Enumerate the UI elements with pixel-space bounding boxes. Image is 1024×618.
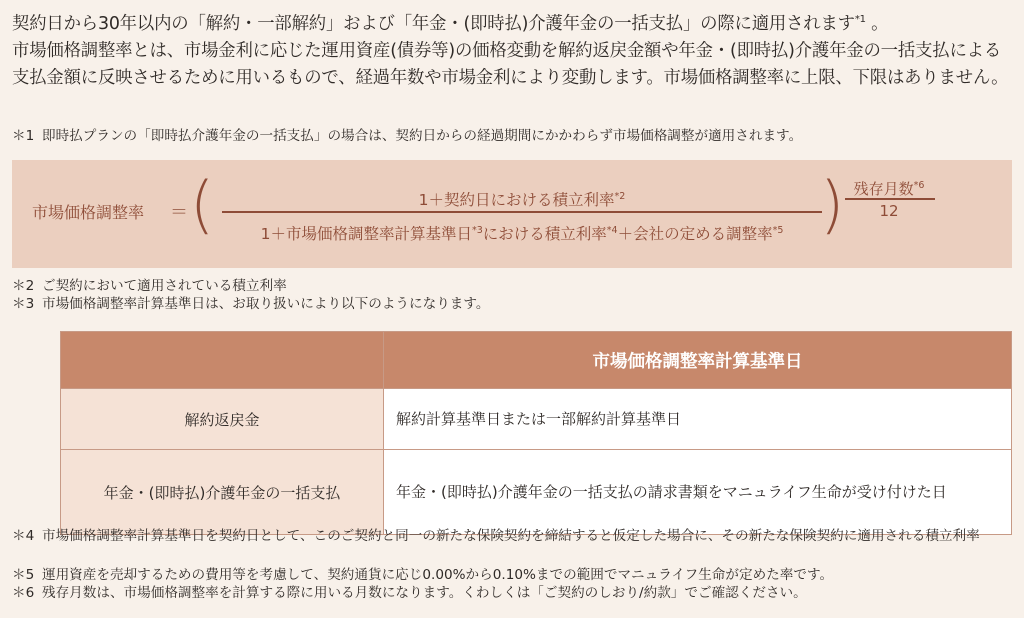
footnote-5 [0, 567, 833, 584]
exponent-numerator-text: 残存月数 [853, 180, 914, 198]
formula-equals: ＝ [170, 202, 188, 223]
den-ref-1: *3 [471, 225, 483, 236]
footnote-text: 市場価格調整率計算基準日を契約日として、このご契約と同一の新たな保険契約を締結すると仮定した場合に、その新たな保険契約に適用される積立利率 [42, 528, 980, 544]
exponent-numerator [834, 178, 944, 199]
intro-line-1-end: 。 [871, 13, 889, 34]
table-header-row [61, 332, 1012, 389]
footnote-mark: ＊4 [12, 528, 35, 544]
footnote-text: 市場価格調整率計算基準日は、お取り扱いにより以下のようになります。 [42, 296, 490, 312]
den-part-1: 1＋市場価格調整率計算基準日 [260, 225, 472, 243]
footnote-mark: ＊5 [12, 567, 35, 583]
table-row [61, 450, 1012, 535]
footnote-6 [0, 585, 807, 602]
formula-box [12, 160, 1012, 268]
exponent-fraction-bar [845, 198, 935, 200]
table-row-label: 解約返戻金 [61, 389, 384, 450]
exponent-denominator: 12 [879, 202, 899, 220]
table-row [61, 389, 1012, 450]
exponent-ref: *6 [913, 180, 925, 191]
formula-denominator [212, 222, 832, 244]
den-ref-3: *5 [772, 225, 784, 236]
footnote-1 [0, 128, 802, 145]
intro-line-1 [12, 6, 1016, 38]
footnote-mark: ＊1 [12, 128, 35, 144]
footnote-mark: ＊6 [12, 585, 35, 601]
footnote-3 [0, 296, 490, 313]
den-part-2: における積立利率 [482, 225, 607, 243]
intro-line-2: 市場価格調整率とは、市場金利に応じた運用資産(債券等)の価格変動を解約返戻金額や年金・(即時払)介護年金の一括支払による支払金額に反映させるために用いるもので、経過年数や市場金利により変動します。市場価格調整率に上限、下限はありません。 [12, 40, 1009, 88]
footnote-text: 運用資産を売却するための費用等を考慮して、契約通貨に応じ0.00%から0.10%までの範囲でマニュライフ生命が定めた率です。 [42, 567, 834, 583]
footnote-mark: ＊2 [12, 278, 35, 294]
den-ref-2: *4 [606, 225, 618, 236]
footnote-text: 即時払プランの「即時払介護年金の一括支払」の場合は、契約日からの経過期間にかかわらず市場価格調整が適用されます。 [42, 128, 803, 144]
table-cell: 解約計算基準日または一部解約計算基準日 [384, 389, 1012, 450]
table-header-blank [61, 332, 384, 389]
footnote-ref-1: *1 [854, 14, 866, 25]
den-part-3: ＋会社の定める調整率 [617, 225, 773, 243]
footnote-text: ご契約において適用されている積立利率 [42, 278, 287, 294]
table-row-label: 年金・(即時払)介護年金の一括支払 [61, 450, 384, 535]
footnote-mark: ＊3 [12, 296, 35, 312]
fraction-bar [222, 211, 822, 213]
footnote-text: 残存月数は、市場価格調整率を計算する際に用いる月数になります。くわしくは「ご契約のしおり/約款」でご確認ください。 [42, 585, 807, 601]
formula-label: 市場価格調整率 [32, 203, 145, 222]
open-paren: ( [190, 168, 215, 241]
intro-text [12, 6, 1016, 92]
intro-line-1-text: 契約日から30年以内の「解約・一部解約」および「年金・(即時払)介護年金の一括支払」の際に適用されます [12, 13, 855, 34]
table-header: 市場価格調整率計算基準日 [384, 332, 1012, 389]
formula-numerator [222, 188, 822, 210]
numerator-ref: *2 [614, 191, 626, 202]
calculation-date-table [60, 331, 1012, 535]
table-cell: 年金・(即時払)介護年金の一括支払の請求書類をマニュライフ生命が受け付けた日 [384, 450, 1012, 535]
footnote-4 [0, 528, 992, 545]
numerator-text: 1＋契約日における積立利率 [418, 191, 615, 209]
close-paren: ) [820, 168, 845, 241]
footnote-2 [0, 278, 287, 295]
